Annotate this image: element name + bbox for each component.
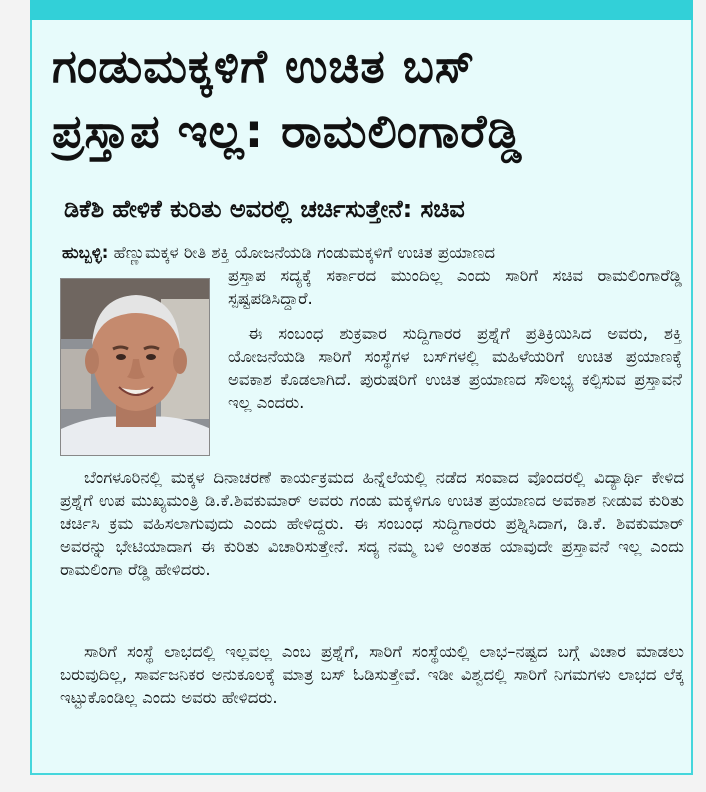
article-paragraph-4: ಸಾರಿಗೆ ಸಂಸ್ಥೆ ಲಾಭದಲ್ಲಿ ಇಲ್ಲವಲ್ಲ ಎಂಬ ಪ್ರಶ್ನೆಗೆ, ಸಾರಿಗೆ ಸಂಸ್ಥೆಯಲ್ಲಿ ಲಾಭ–ನಷ್ಟದ ಬಗ್ಗೆ ವಿಚಾರ ಮಾಡಲು ಬರುವುದಿಲ್ಲ, ಸಾರ್ವಜನಿಕರ ಅನುಕೂಲಕ್ಕೆ ಮಾತ್ರ ಬಸ್ ಓಡಿಸುತ್ತೇವೆ. ಇಡೀ ವಿಶ್ವದಲ್ಲಿ ಸಾರಿಗೆ ನಿಗಮಗಳು ಲಾಭದ ಲೆಕ್ಕ ಇಟ್ಟುಕೊಂಡಿಲ್ಲ ಎಂದು ಅವರು ಹೇಳಿದರು. [60,642,684,707]
minister-photo [60,278,210,456]
article-paragraph-1: ಪ್ರಸ್ತಾಪ ಸದ್ಯಕ್ಕೆ ಸರ್ಕಾರದ ಮುಂದಿಲ್ಲ ಎಂದು ಸಾರಿಗೆ ಸಚಿವ ರಾಮಲಿಂಗಾರೆಡ್ಡಿ ಸ್ಪಷ್ಟಪಡಿಸಿದ್ದಾರೆ. [228,266,682,308]
headline-line-1: ಗಂಡುಮಕ್ಕಳಿಗೆ ಉಚಿತ ಬಸ್ [52,39,476,93]
portrait-image [61,279,210,456]
headline-line-2: ಪ್ರಸ್ತಾಪ ಇಲ್ಲ: ರಾಮಲಿಂಗಾರೆಡ್ಡಿ [52,104,523,158]
dateline: ಹುಬ್ಬಳ್ಳಿ: [62,243,109,262]
headline [52,34,682,164]
article-paragraph-2: ಈ ಸಂಬಂಧ ಶುಕ್ರವಾರ ಸುದ್ದಿಗಾರರ ಪ್ರಶ್ನೆಗೆ ಪ್ರತಿಕ್ರಿಯಿಸಿದ ಅವರು, ಶಕ್ತಿ ಯೋಜನೆಯಡಿ ಸಾರಿಗೆ ಸಂಸ್ಥೆಗಳ ಬಸ್‌ಗಳಲ್ಲಿ ಮಹಿಳೆಯರಿಗೆ ಉಚಿತ ಪ್ರಯಾಣಕ್ಕೆ ಅವಕಾಶ ಕೊಡಲಾಗಿದೆ. ಪುರುಷರಿಗೆ ಉಚಿತ ಪ್ರಯಾಣದ ಸೌಲಭ್ಯ ಕಲ್ಪಿಸುವ ಪ್ರಸ್ತಾವನೆ ಇಲ್ಲ ಎಂದರು. [228,324,682,412]
article-opening-line [62,241,682,264]
article-paragraph-3: ಬೆಂಗಳೂರಿನಲ್ಲಿ ಮಕ್ಕಳ ದಿನಾಚರಣೆ ಕಾರ್ಯಕ್ರಮದ ಹಿನ್ನೆಲೆಯಲ್ಲಿ ನಡೆದ ಸಂವಾದ ವೊಂದರಲ್ಲಿ ವಿದ್ಯಾರ್ಥಿ ಕೇಳಿದ ಪ್ರಶ್ನೆಗೆ ಉಪ ಮುಖ್ಯಮಂತ್ರಿ ಡಿ.ಕೆ.ಶಿವಕುಮಾರ್ ಅವರು ಗಂಡು ಮಕ್ಕಳಿಗೂ ಉಚಿತ ಪ್ರಯಾಣದ ಅವಕಾಶ ನೀಡುವ ಕುರಿತು ಚರ್ಚಿಸಿ ಕ್ರಮ ವಹಿಸಲಾಗುವುದು ಎಂದು ಹೇಳಿದ್ದರು. ಈ ಸಂಬಂಧ ಸುದ್ದಿಗಾರರು ಪ್ರಶ್ನಿಸಿದಾಗ, ಡಿ.ಕೆ. ಶಿವಕುಮಾರ್ ಅವರನ್ನು ಭೇಟಿಯಾದಾಗ ಈ ಕುರಿತು ವಿಚಾರಿಸುತ್ತೇನೆ. ಸದ್ಯ ನಮ್ಮ ಬಳಿ ಅಂತಹ ಯಾವುದೇ ಪ್ರಸ್ತಾವನೆ ಇಲ್ಲ ಎಂದು ರಾಮಲಿಂಗಾ ರೆಡ್ಡಿ ಹೇಳಿದರು. [60,468,684,579]
opening-text: ಹೆಣ್ಣುಮಕ್ಕಳ ರೀತಿ ಶಕ್ತಿ ಯೋಜನೆಯಡಿ ಗಂಡುಮಕ್ಕಳಿಗೆ ಉಚಿತ ಪ್ರಯಾಣದ [113,243,495,262]
subheadline: ಡಿಕೆಶಿ ಹೇಳಿಕೆ ಕುರಿತು ಅವರಲ್ಲಿ ಚರ್ಚಿಸುತ್ತೇನೆ: ಸಚಿವ [64,195,465,223]
clipping-top-border [30,0,693,20]
